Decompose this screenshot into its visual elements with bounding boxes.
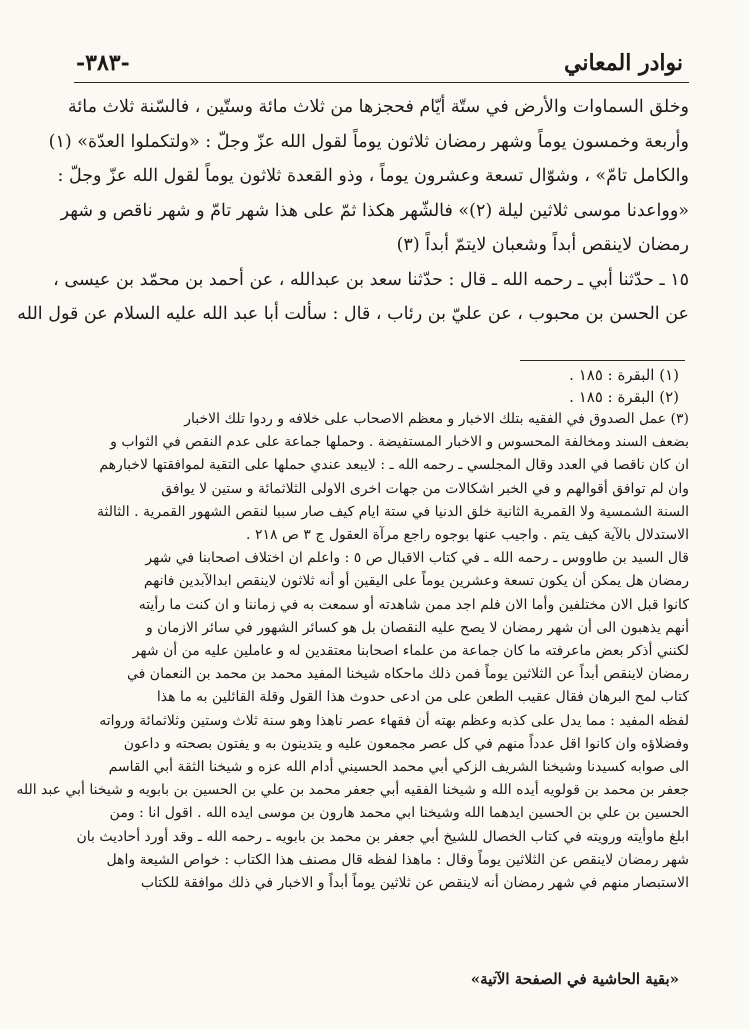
footnote-rule [520,360,685,361]
note-line: قال السيد بن طاووس ـ رحمه الله ـ في كتاب الاقبال ص ٥ : واعلم ان اختلاف اصحابنا في شهر [145,550,689,567]
note-line: (٣) عمل الصدوق في الفقيه بتلك الاخبار و معظم الاصحاب على خلافه و ردوا تلك الاخبار [184,411,689,427]
main-text [17,90,689,332]
footnote-3-commentary [16,408,689,895]
note-line: ابلغ ماوأيته ورويته في كتاب الخصال للشيخ أبي جعفر بن محمد بن بابويه ـ رحمه الله ـ وقد أورد أحاديث بان [76,828,689,845]
note-line: الاستدلال بالآية كيف يتم . واجيب عنها بوجوه راجع مرآة العقول ج ٣ ص ٢١٨ . [246,527,689,544]
continued-note: «بقية الحاشية في الصفحة الآتية» [470,970,679,988]
note-line: كتاب لمح البرهان فقال عقيب الطعن على من ادعى حدوث هذا القول وقلة القائلين به ما هذا [156,689,689,706]
note-line: وفضلاؤه وان كانوا اقل عدداً منهم في كل عصر مجمعون عليه و يتدينون به و يفتون بصحته و داعون [123,735,689,752]
running-title: نوادر المعاني [564,50,683,76]
text-line: وخلق السماوات والأرض في ستّة أيّام فحجزها من ثلاث مائة وستّين ، فالسّنة ثلاث مائة [68,97,689,117]
hadith-15-line: ١٥ ـ حدّثنا أبي ـ رحمه الله ـ قال : حدّثنا سعد بن عبدالله ، عن أحمد بن محمّد بن عيسى ، [53,269,689,290]
footnote-references [470,364,679,408]
note-line: السنة الشمسية ولا القمرية الثانية خلق الدنيا في ستة ايام كيف صار سببا لنقص الشهور القمرية . الثالثة [97,503,689,520]
text-line: «وواعدنا موسى ثلاثين ليلة (٢)» فالشّهر هكذا ثمّ على هذا شهر تامّ و شهر ناقص و شهر [60,200,689,221]
note-line: لفظه المفيد : مما يدل على كذبه وعظم بهته أن فقهاء عصر ناهذا وهو سنة ثلاث وستين وثلاثمائة ورواته [99,712,689,729]
note-line: الحسين بن علي بن الحسين ايدهما الله وشيخنا ابي محمد هارون بن موسى ايده الله . اقول انا : ومن [109,805,689,822]
note-line: لكنني أذكر بعض ماعرفته ما كان جماعة من علماء اصحابنا معتقدين له و عاملين عليه من أن شهر [132,643,689,660]
text-line: عن الحسن بن محبوب ، عن عليّ بن رئاب ، قال : سألت أبا عبد الله عليه السلام عن قول الله [17,304,689,324]
header-rule [74,82,689,83]
note-line: شهر رمضان لاينقص عن الثلاثين يوماً وقال : ماهذا لفظه قال مصنف هذا الكتاب : خواص الشيعة واهل [106,851,689,868]
running-header [76,36,683,76]
text-line: والكامل تامّ» ، وشوّال تسعة وعشرون يوماً ، وذو القعدة ثلاثون يوماً لقول الله عزّ وجلّ : [57,166,689,186]
note-line: بضعف السند ومخالفة المحسوس و الاخبار المستفيضة . وحملها جماعة على عدم النقص في الثواب و [110,434,689,451]
footnote-1: (١) البقرة : ١٨٥ . [569,366,679,384]
note-line: أنهم يذهبون الى أن شهر رمضان لا يصح عليه النقصان بل هو كسائر الشهور في سائر الازمان و [145,619,689,636]
page-number: -٣٨٣- [76,50,130,76]
note-line: وان لم توافق أقوالهم و في الخبر اشكالات من جهات اخرى الاولى الثلاثمائة و ستين لا يوافق [161,480,689,497]
note-line: رمضان هل يمكن أن يكون تسعة وعشرين يوماً على اليقين أو أنه ثلاثون لاينقص ابدالآبدين فانهم [143,573,689,590]
note-line: جعفر بن محمد بن قولويه أيده الله و شيخنا الفقيه أبي جعفر محمد بن علي بن الحسين بن بابويه و شيخنا أبي عبد الله [16,782,689,799]
footnote-2: (٢) البقرة : ١٨٥ . [569,388,679,406]
note-line: كانوا قبل الان مختلفين وأما الان فلم اجد ممن شاهدته أو سمعت به في زماننا و ان كنت ما رأيته [138,596,689,613]
text-line: رمضان لاينقص أبداً وشعبان لايتمّ أبداً (٣) [396,235,689,255]
note-line: ان كان ناقصا في العدد وقال المجلسي ـ رحمه الله ـ : لايبعد عندي حملها على التقية لموافقتها لاخبارهم [99,457,689,474]
note-line: الى صوابه كسيدنا وشيخنا الشريف الزكي أبي محمد الحسيني أدام الله عزه و شيخنا الثقة أبي القاسم [108,759,689,776]
note-line: الاستبصار منهم في شهر رمضان أنه لاينقص عن ثلاثين يوماً أبداً و الاخبار في ذلك موافقة للكتاب [140,875,689,892]
text-line: وأربعة وخمسون يوماً وشهر رمضان ثلاثون يوماً لقول الله عزّ وجلّ : «ولتكملوا العدّة» (١) [48,131,689,152]
note-line: رمضان لاينقص أبداً عن الثلاثين يوماً فمن ذلك ماحكاه شيخنا المفيد محمد بن محمد بن النعمان في [126,666,689,683]
